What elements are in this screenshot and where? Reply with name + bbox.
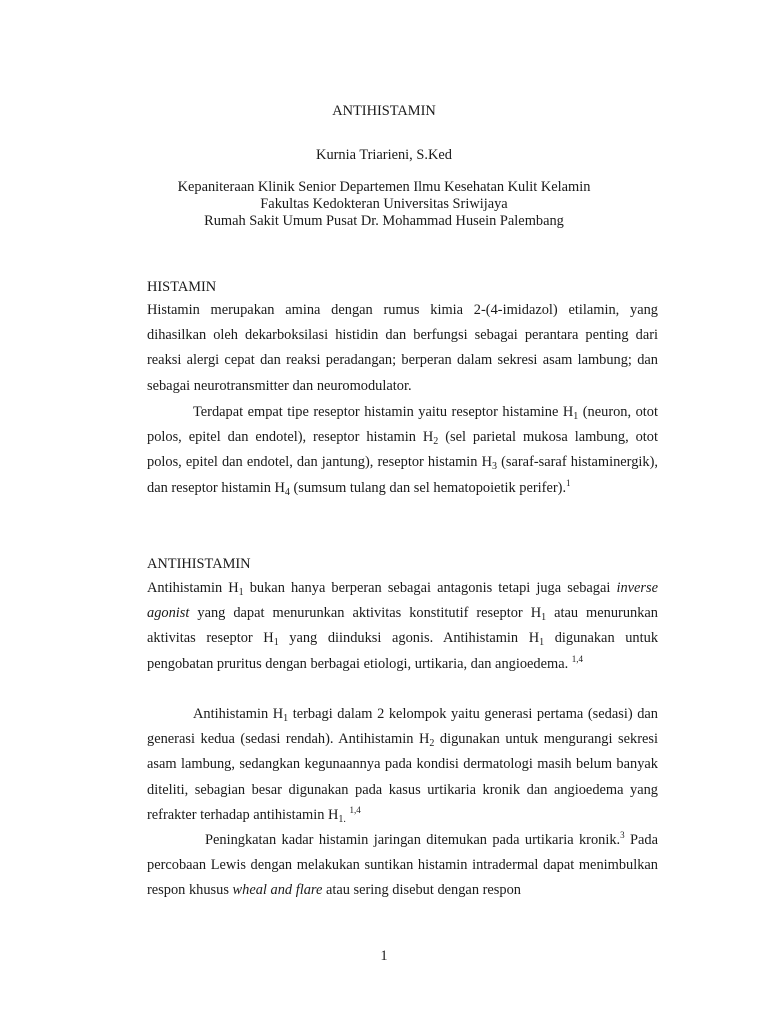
text-run: (saraf-saraf histaminergik), dan reseptor histamin H: [147, 454, 658, 496]
subscript: 1: [273, 637, 279, 649]
text-run: Antihistamin H: [193, 706, 284, 722]
text-run: Antihistamin H: [147, 580, 239, 596]
citation-ref: 1: [566, 477, 571, 488]
subscript: 4: [284, 486, 290, 498]
text-run: Pada percobaan Lewis dengan melakukan suntikan histamin intradermal dapat menimbulkan respon khusus: [147, 832, 658, 899]
italic-term: inverse agonist: [147, 580, 659, 622]
text-run: atau menurunkan aktivitas reseptor H: [147, 605, 658, 647]
affiliation-line-2: Fakultas Kedokteran Universitas Sriwijaya: [260, 196, 508, 212]
section-heading-antihistamin: ANTIHISTAMIN: [147, 556, 251, 572]
text-run: Peningkatan kadar histamin jaringan ditemukan pada urtikaria kronik.: [205, 832, 621, 848]
paragraph-histamin-receptors: [147, 400, 658, 501]
paragraph-antihistamin-definition: [147, 576, 658, 677]
paragraph-histamin-urticaria: [147, 828, 658, 904]
page-number: 1: [380, 948, 388, 964]
text-run: (sel parietal mukosa lambung, otot polos, epitel dan endotel, dan jantung), reseptor histamin H: [147, 429, 658, 471]
text-run: bukan hanya berperan sebagai antagonis tetapi juga sebagai: [243, 580, 617, 596]
subscript: 1: [573, 411, 579, 422]
text-run: yang dapat menurunkan aktivitas konstitutif reseptor H: [189, 605, 542, 622]
author-name: Kurnia Triarieni, S.Ked: [316, 147, 452, 163]
italic-term: wheal and flare: [232, 882, 323, 899]
text-run: (neuron, otot polos, epitel dan endotel), reseptor histamin H: [147, 404, 658, 446]
subscript: 3: [492, 461, 497, 473]
paragraph-text: Histamin merupakan amina dengan rumus kimia 2-(4-imidazol) etilamin, yang dihasilkan oleh dekarboksilasi histidin dan berfungsi sebagai perantara penting dari reaksi alergi cepat dan reaksi peradangan; berperan dalam sekresi asam lambung; dan sebagai neurotransmitter dan neuromodulator.: [147, 302, 658, 394]
subscript: 2: [429, 738, 435, 750]
subscript: 1: [541, 612, 547, 624]
text-run: (sumsum tulang dan sel hematopoietik perifer).: [289, 479, 567, 496]
citation-ref: 1,4: [571, 653, 584, 664]
paragraph-antihistamin-groups: [147, 702, 658, 828]
subscript: 1: [238, 587, 244, 598]
document-title: ANTIHISTAMIN: [332, 103, 436, 119]
subscript: 1.: [338, 813, 346, 825]
paragraph-histamin-definition: [147, 298, 658, 399]
subscript: 2: [433, 436, 439, 448]
subscript: 1: [539, 637, 545, 649]
text-run: yang diinduksi agonis. Antihistamin H: [278, 630, 540, 647]
text-run: terbagi dalam 2 kelompok yaitu generasi pertama (sedasi) dan generasi kedua (sedasi rendah). Antihistamin H: [147, 706, 659, 748]
text-run: Terdapat empat tipe reseptor histamin yaitu reseptor histamine H: [193, 404, 574, 420]
citation-ref: 3: [620, 830, 625, 840]
section-heading-histamin: HISTAMIN: [147, 279, 217, 295]
citation-ref: 1,4: [349, 804, 361, 815]
subscript: 1: [283, 713, 289, 724]
affiliation-line-1: Kepaniteraan Klinik Senior Departemen Ilmu Kesehatan Kulit Kelamin: [177, 179, 591, 195]
text-run: atau sering disebut dengan respon: [322, 882, 521, 899]
affiliation-line-3: Rumah Sakit Umum Pusat Dr. Mohammad Husein Palembang: [204, 213, 564, 229]
text-run: digunakan untuk mengurangi sekresi asam lambung, sedangkan kegunaannya pada kondisi dermatologi masih belum banyak diteliti, sebagian besar digunakan pada kasus urtikaria kronik dan angioedema yang refrakter terhadap antihistamin H: [147, 731, 658, 823]
text-run: digunakan untuk pengobatan pruritus dengan berbagai etiologi, urtikaria, dan angioedema.: [147, 630, 659, 672]
